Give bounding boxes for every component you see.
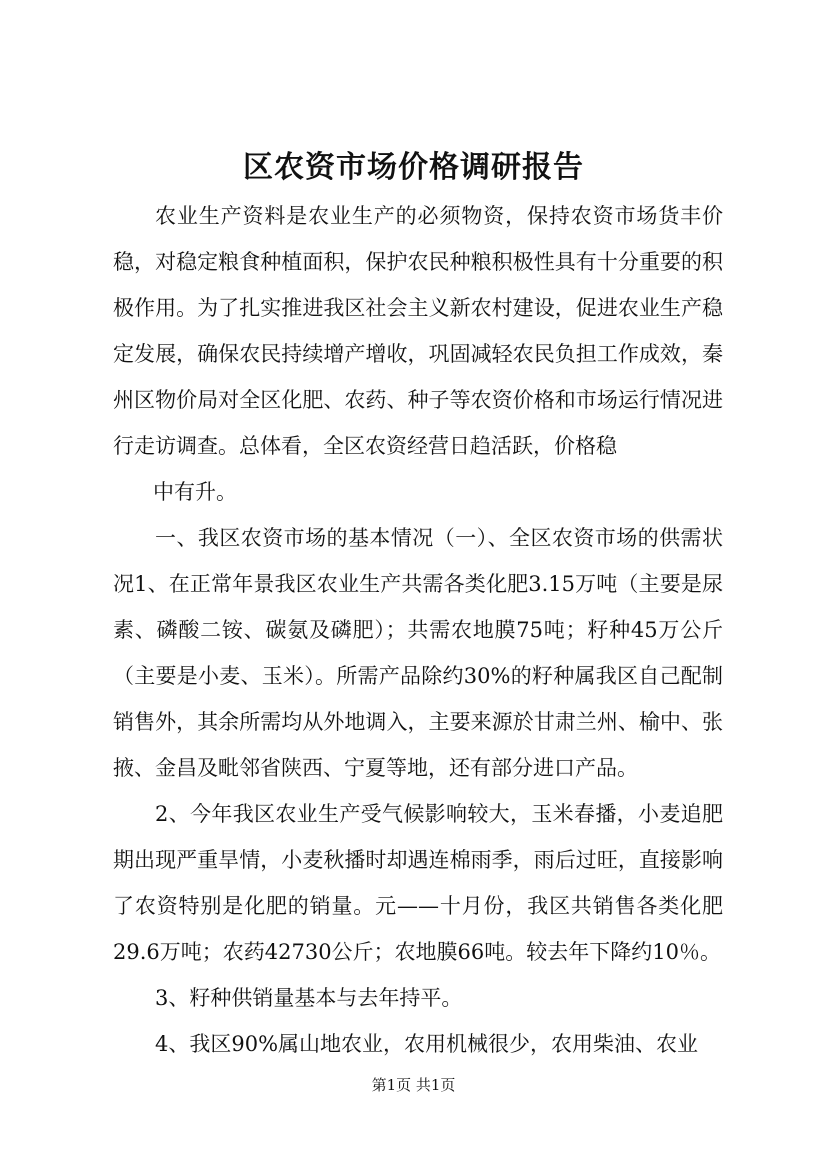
paragraph-intro: 农业生产资料是农业生产的必须物资，保持农资市场货丰价稳，对稳定粮食种植面积，保护农民种粮积极性具有十分重要的积极作用。为了扎实推进我区社会主义新农村建设，促进农业生产稳定发展，确保农民持续增产增收，巩固减轻农民负担工作成效，秦州区物价局对全区化肥、农药、种子等农资价格和市场运行情况进行走访调查。总体看，全区农资经营日趋活跃，价格稳 [113, 204, 723, 458]
page-footer: 第1页 共1页 [371, 1076, 456, 1094]
paragraph-item-2: 2、今年我区农业生产受气候影响较大，玉米春播，小麦追肥期出现严重旱情，小麦秋播时却遇连棉雨季，雨后过旺，直接影响了农资特别是化肥的销量。元——十月份，我区共销售各类化肥29.6万吨；农药42730公斤；农地膜66吨。较去年下降约10％。 [113, 802, 723, 964]
paragraph-item-3: 3、籽种供销量基本与去年持平。 [155, 986, 463, 1010]
document-body [113, 193, 723, 1067]
paragraph-item-4: 4、我区90%属山地农业，农用机械很少，农用柴油、农业 [155, 1032, 699, 1056]
paragraph-intro-tail: 中有升。 [153, 480, 237, 504]
paragraph-section-1: 一、我区农资市场的基本情况（一）、全区农资市场的供需状况1、在正常年景我区农业生产共需各类化肥3.15万吨（主要是尿素、磷酸二铵、碳氨及磷肥）；共需农地膜75吨；籽种45万公斤（主要是小麦、玉米）。所需产品除约30%的籽种属我区自己配制销售外，其余所需均从外地调入，主要来源於甘肃兰州、榆中、张掖、金昌及毗邻省陕西、宁夏等地，还有部分进口产品。 [113, 526, 723, 780]
document-title: 区农资市场价格调研报告 [243, 150, 584, 185]
